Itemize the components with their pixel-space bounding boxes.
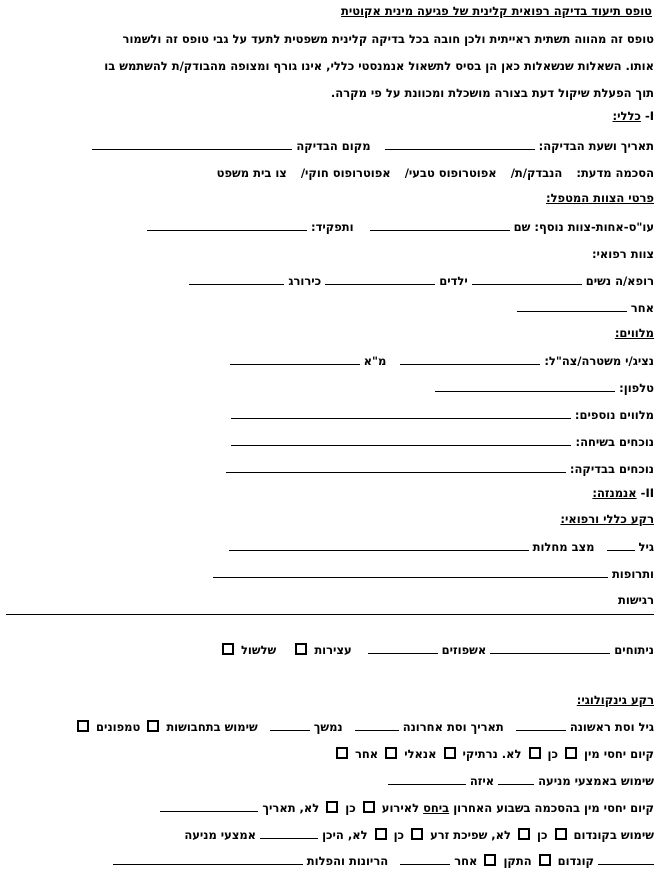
medications-row <box>6 566 654 582</box>
condom-yes-label: כן <box>537 828 548 842</box>
contra-means-label: אמצעי מניעה <box>184 828 257 842</box>
intro-line-1: טופס זה מהווה תשתית ראייתית ולכן חובה בכל בדיקה קלינית משפטית לתעד על גבי טופס זה ולשמור <box>122 32 654 46</box>
other-doctor-field[interactable] <box>517 300 627 312</box>
more-escorts-label: מלווים נוספים: <box>574 408 654 422</box>
exam-datetime-row <box>6 138 654 154</box>
first-period-label: גיל וסת ראשונה <box>569 720 654 734</box>
present-conversation-field[interactable] <box>231 434 571 446</box>
nurse-row <box>6 219 654 235</box>
peds-doctor-field[interactable] <box>325 273 435 285</box>
which-field[interactable] <box>388 773 466 785</box>
ejac-yes-checkbox[interactable] <box>411 828 423 840</box>
consent-option-self[interactable]: הנבדק/ת/ <box>510 166 563 180</box>
last-period-field[interactable] <box>355 719 399 731</box>
age-field[interactable] <box>607 539 635 551</box>
condom-no-ejac-label: לא, שפיכת זרע <box>430 828 511 842</box>
escorts-heading: מלווים: <box>614 326 654 340</box>
more-escorts-field[interactable] <box>231 407 571 419</box>
consent-option-legal-guardian[interactable]: אפוטרופוס חוקי/ <box>300 166 391 180</box>
intro-line-2: אותו. השאלות שנשאלות כאן הן בסיס לתשאול אנמנסטי כללי, אינו גורף ומצופה מהבודק/ת להשתמש בו <box>104 59 654 73</box>
age-diseases-row <box>6 539 654 555</box>
surgeon-field[interactable] <box>189 273 284 285</box>
personal-id-field[interactable] <box>230 353 360 365</box>
vaginal-checkbox[interactable] <box>444 747 456 759</box>
sex-row <box>6 746 654 762</box>
consensual-yes-checkbox[interactable] <box>363 801 375 813</box>
iud-label: התקן <box>503 854 532 868</box>
surgeries-field[interactable] <box>490 642 610 654</box>
pregnancies-field[interactable] <box>113 853 303 865</box>
condoms-checkbox[interactable] <box>539 854 551 866</box>
pregnancies-label: הריונות והפלות <box>306 854 389 868</box>
last-period-label: תאריך וסת אחרונה <box>402 720 504 734</box>
diseases-field[interactable] <box>229 539 529 551</box>
anal-label: אנאלי <box>404 747 437 761</box>
consensual-no-checkbox[interactable] <box>326 801 338 813</box>
constipation-label: עצירות <box>314 643 352 657</box>
condom-use-row <box>6 827 654 843</box>
police-row <box>6 353 654 369</box>
surgeries-label: ניתוחים <box>614 643 654 657</box>
hospitalizations-field[interactable] <box>368 642 438 654</box>
contra-types-row <box>6 853 654 869</box>
other-doctor-label: אחר <box>630 301 654 315</box>
gyn-doctor-field[interactable] <box>472 273 582 285</box>
duration-label: נמשך <box>313 720 343 734</box>
diseases-label: מצב מחלות <box>532 540 595 554</box>
sex-no-label: לא. <box>501 747 522 761</box>
present-conversation-row <box>6 434 654 450</box>
other-contra-field[interactable] <box>400 853 450 865</box>
sex-yes-label: כן <box>547 747 558 761</box>
form-title: טופס תיעוד בדיקה רפואית קלינית של פגיעה מינית אקוטית <box>341 4 652 18</box>
phone-label: טלפון: <box>619 381 654 395</box>
care-team-heading: פרטי הצוות המטפל: <box>545 191 654 205</box>
present-exam-row <box>6 461 654 477</box>
intro-line-3: תוך הפעלת שיקול דעת בצורה מושכלת ומכוונת על פי מקרה. <box>330 86 654 100</box>
role-field[interactable] <box>147 219 307 231</box>
consensual-sex-row <box>6 800 654 816</box>
diarrhea-checkbox[interactable] <box>222 643 234 655</box>
consent-option-court-order[interactable]: צו בית משפט <box>216 166 287 180</box>
pads-checkbox[interactable] <box>147 720 159 732</box>
medications-label: ותרופות <box>611 567 654 581</box>
vaginal-label: נרתיקי <box>462 747 498 761</box>
sex-label: קיום יחסי מין <box>584 747 654 761</box>
menstruation-row <box>6 719 654 735</box>
sex-yes-checkbox[interactable] <box>565 747 577 759</box>
more-escorts-row <box>6 407 654 423</box>
consensual-label-prefix: קיום יחסי מין בהסכמה בשבוע האחרון <box>453 801 654 815</box>
phone-row <box>6 380 654 396</box>
consensual-no-date-label: לא, תאריך <box>262 801 320 815</box>
medical-team-label: צוות רפואי: <box>591 247 654 261</box>
present-exam-field[interactable] <box>226 461 566 473</box>
present-exam-label: נוכחים בבדיקה: <box>569 462 654 476</box>
personal-id-label: מ"א <box>363 354 387 368</box>
nurse-label: עו"ס-אחות-צוות נוסף: שם <box>513 220 654 234</box>
consent-row <box>6 165 654 181</box>
section-2-title: אנמנזה: <box>592 486 637 500</box>
police-label: נציג/י משטרה/צה"ל: <box>544 354 654 368</box>
diarrhea-label: שלשול <box>240 643 277 657</box>
exam-location-field[interactable] <box>92 138 292 150</box>
allergies-field[interactable] <box>6 614 654 615</box>
gyn-background-heading: רקע גינקולוגי: <box>576 693 654 707</box>
contraception-row <box>6 773 654 789</box>
section-1-title: כללי: <box>612 109 641 123</box>
medications-field[interactable] <box>213 566 608 578</box>
role-label: ותפקיד: <box>310 220 354 234</box>
duration-field[interactable] <box>270 719 310 731</box>
nurse-name-field[interactable] <box>370 219 510 231</box>
condom-use-label: שימוש בקונדום <box>573 828 654 842</box>
contraception-label: שימוש באמצעי מניעה <box>538 774 654 788</box>
which-label: איזה <box>469 774 495 788</box>
consensual-date-field[interactable] <box>160 800 258 812</box>
other-contra-label: אחר <box>454 854 478 868</box>
constipation-checkbox[interactable] <box>295 643 307 655</box>
section-2-heading: II- אנמנזה: <box>592 486 654 500</box>
section-1-heading: I- כללי: <box>612 109 654 123</box>
surgeon-label: כירורג <box>288 274 322 288</box>
peds-doctor-label: ילדים <box>439 274 468 288</box>
tampons-checkbox[interactable] <box>77 720 89 732</box>
condom-yes-checkbox[interactable] <box>555 828 567 840</box>
hospitalizations-label: אשפוזים <box>441 643 487 657</box>
tampons-label: טמפונים <box>96 720 141 734</box>
exam-datetime-label: תאריך ושעת הבדיקה: <box>538 139 654 153</box>
gyn-doctor-label: רופא/ה נשים <box>585 274 654 288</box>
contraception-field[interactable] <box>498 773 534 785</box>
police-field[interactable] <box>400 353 540 365</box>
other-doctor-row <box>6 300 654 316</box>
ejac-no-checkbox[interactable] <box>375 828 387 840</box>
contra-blank-field[interactable] <box>598 853 654 865</box>
consensual-label-underlined: ביחס <box>423 801 450 815</box>
pads-label: שימוש בתחבושות <box>166 720 258 734</box>
exam-datetime-field[interactable] <box>385 138 535 150</box>
allergies-label: רגישות <box>618 593 654 607</box>
ejac-where-field[interactable] <box>260 827 318 839</box>
anal-checkbox[interactable] <box>385 747 397 759</box>
other-sex-checkbox[interactable] <box>336 747 348 759</box>
ejac-yes-label: כן <box>393 828 405 842</box>
condom-no-checkbox[interactable] <box>518 828 530 840</box>
consent-option-natural-guardian[interactable]: אפוטרופוס טבעי/ <box>404 166 497 180</box>
first-period-field[interactable] <box>516 719 566 731</box>
condoms-label: קונדום <box>557 854 594 868</box>
ejac-no-where-label: לא, היכן <box>322 828 368 842</box>
consensual-yes-label: כן <box>345 801 356 815</box>
consensual-label-suffix: לאירוע <box>381 801 420 815</box>
exam-location-label: מקום הבדיקה <box>296 139 371 153</box>
phone-field[interactable] <box>435 380 615 392</box>
surgeries-row <box>6 642 654 658</box>
consent-label: הסכמה מדעת: <box>576 166 654 180</box>
other-sex-label: אחר <box>354 747 379 761</box>
general-background-heading: רקע כללי ורפואי: <box>560 512 654 526</box>
doctors-row <box>6 273 654 289</box>
iud-checkbox[interactable] <box>484 854 496 866</box>
age-label: גיל <box>638 540 654 554</box>
present-conversation-label: נוכחים בשיחה: <box>575 435 654 449</box>
sex-no-checkbox[interactable] <box>529 747 541 759</box>
